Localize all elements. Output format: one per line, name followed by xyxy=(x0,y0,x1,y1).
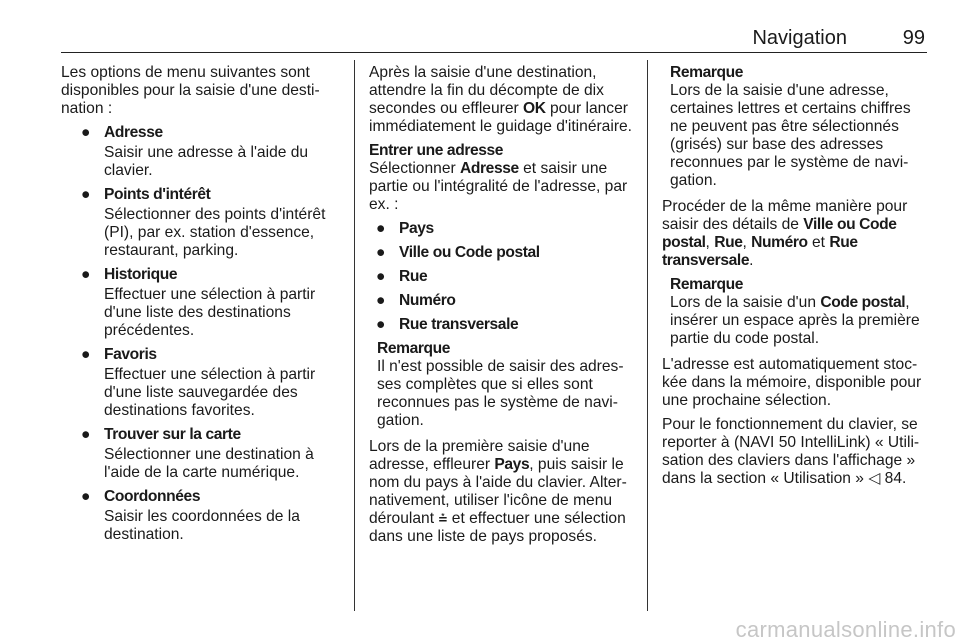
ok-label: OK xyxy=(523,100,546,117)
option-term: Historique xyxy=(104,266,178,283)
option-term: Favoris xyxy=(104,346,157,363)
bullet-icon: ● xyxy=(376,220,386,237)
field-term: Numéro xyxy=(399,292,456,309)
address-fields-list xyxy=(369,220,635,334)
list-item xyxy=(369,244,635,262)
option-description: Sélectionner une destination à l'aide de la carte numérique. xyxy=(104,446,314,481)
subheading-enter-address: Entrer une adresse xyxy=(369,142,504,159)
bullet-icon: ● xyxy=(376,244,386,261)
note-title: Remarque xyxy=(670,64,744,81)
page-header xyxy=(61,26,927,50)
option-term: Points d'intérêt xyxy=(104,186,211,203)
dropdown-menu-icon: ⩮ xyxy=(438,510,448,527)
field-term: Pays xyxy=(399,220,434,237)
field-term: Ville ou Code postal xyxy=(399,244,540,261)
note-box: Remarque Lors de la saisie d'un Code postal, insérer un espace après la première partie du code postal. xyxy=(662,276,928,348)
list-item xyxy=(61,124,341,180)
column-1 xyxy=(61,64,341,550)
bullet-icon: ● xyxy=(81,488,91,505)
note-box xyxy=(662,64,928,190)
field-term: Rue xyxy=(399,268,428,285)
bullet-icon: ● xyxy=(376,316,386,333)
page-number: 99 xyxy=(902,27,925,49)
page-reference-arrow-icon: ◁ xyxy=(868,470,881,487)
option-description: Saisir les coordonnées de la destination. xyxy=(104,508,300,543)
option-description: Sélectionner des points d'intérêt (PI), par ex. station d'essence, restaurant, parking. xyxy=(104,206,326,259)
paragraph-keyboard-ref: Pour le fonctionnement du clavier, se reporter à (NAVI 50 IntelliLink) « Utilisation des claviers dans l'affichage » dans la section « Utilisation » ◁ 84. xyxy=(662,416,920,487)
field-term: Rue transversale xyxy=(399,316,519,333)
column-3 xyxy=(662,64,928,494)
paragraph-same-procedure: Procéder de la même manière pour saisir des détails de Ville ou Code postal, Rue, Numéro et Rue transversale. xyxy=(662,198,908,269)
destination-options-list xyxy=(61,124,341,544)
paragraph-after-destination: Après la saisie d'une destination, attendre la fin du décompte de dix secondes ou effleurer OK pour lancer immédiatement le guidage d'itinéraire. xyxy=(369,64,633,135)
list-item xyxy=(61,426,341,482)
column-divider-1 xyxy=(354,60,355,611)
column-divider-2 xyxy=(647,60,648,611)
option-description: Effectuer une sélection à partir d'une liste des destinations précédentes. xyxy=(104,286,316,339)
note-title: Remarque xyxy=(377,340,451,357)
option-description: Effectuer une sélection à partir d'une liste sauvegardée des destinations favorites. xyxy=(104,366,316,419)
option-description: Saisir une adresse à l'aide du clavier. xyxy=(104,144,309,179)
bullet-icon: ● xyxy=(376,292,386,309)
list-item xyxy=(369,220,635,238)
list-item xyxy=(61,488,341,544)
note-title: Remarque xyxy=(670,276,744,293)
pays-label: Pays xyxy=(494,456,530,473)
watermark: carmanualsonline.info xyxy=(735,617,956,642)
header-divider xyxy=(61,52,927,53)
bullet-icon: ● xyxy=(81,346,91,363)
intro-paragraph: Les options de menu suivantes sont disponibles pour la saisie d'une destination : xyxy=(61,64,320,117)
option-term: Coordonnées xyxy=(104,488,201,505)
adresse-label: Adresse xyxy=(460,160,519,177)
paragraph-auto-stored: L'adresse est automatiquement stockée dans la mémoire, disponible pour une prochaine sélection. xyxy=(662,356,922,409)
bullet-icon: ● xyxy=(81,186,91,203)
bullet-icon: ● xyxy=(376,268,386,285)
option-term: Trouver sur la carte xyxy=(104,426,241,443)
option-term: Adresse xyxy=(104,124,163,141)
list-item xyxy=(369,292,635,310)
list-item xyxy=(61,186,341,260)
bullet-icon: ● xyxy=(81,266,91,283)
list-item xyxy=(369,268,635,286)
list-item xyxy=(369,316,635,334)
paragraph-select-address: Sélectionner Adresse et saisir une partie ou l'intégralité de l'adresse, par ex. : xyxy=(369,160,628,213)
list-item xyxy=(61,346,341,420)
section-title: Navigation xyxy=(752,27,847,49)
note-text: Lors de la saisie d'une adresse, certaines lettres et certains chiffres ne peuvent pas être sélectionnés (grisés) sur base des adresses reconnues par le système de navigation. xyxy=(670,82,911,189)
note-box xyxy=(369,340,635,430)
paragraph-first-entry: Lors de la première saisie d'une adresse, effleurer Pays, puis saisir le nom du pays à l'aide du clavier. Alternativement, utiliser l'icône de menu déroulant ⩮ et effectuer une sélection dans une liste de pays proposés. xyxy=(369,438,627,545)
bullet-icon: ● xyxy=(81,124,91,141)
list-item xyxy=(61,266,341,340)
note-text: Il n'est possible de saisir des adresses complètes que si elles sont reconnues pas le système de navigation. xyxy=(377,358,624,429)
bullet-icon: ● xyxy=(81,426,91,443)
column-2 xyxy=(369,64,635,552)
